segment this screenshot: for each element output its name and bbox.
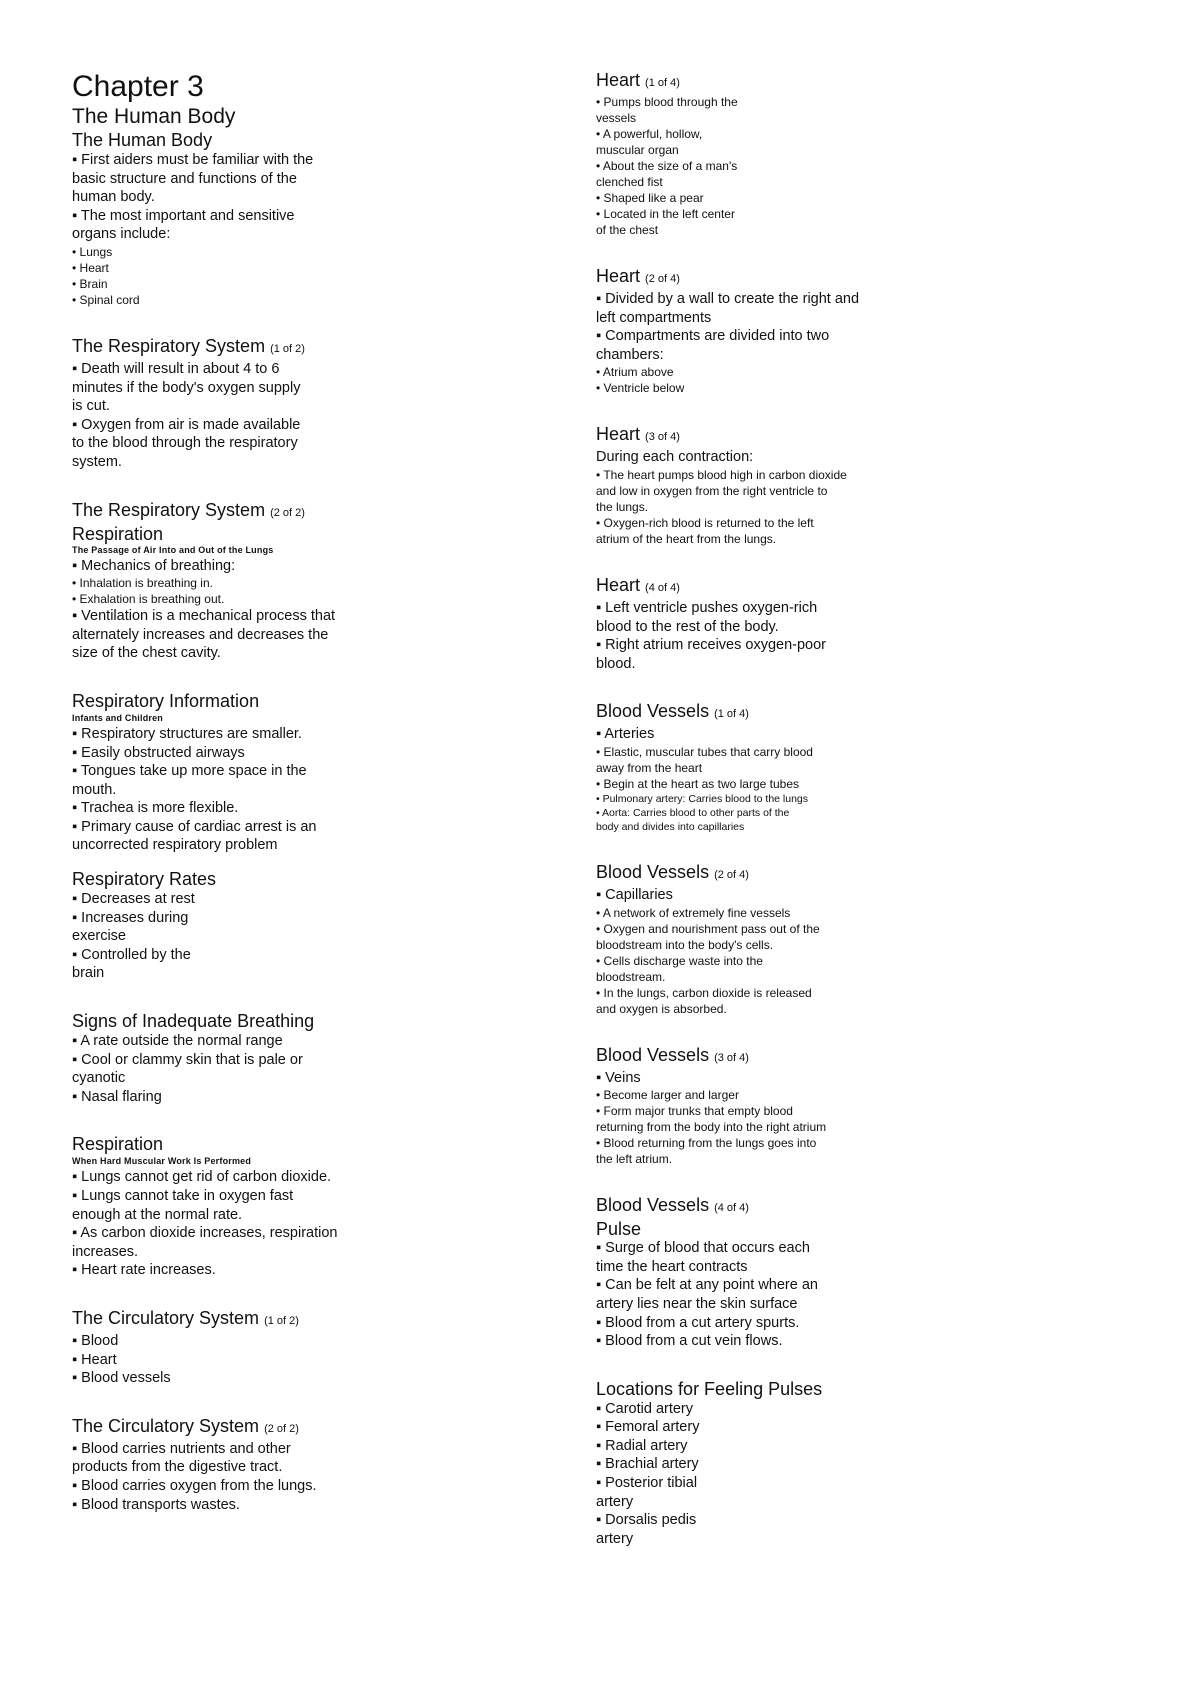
bullet-line: ▪ Respiratory structures are smaller. xyxy=(72,725,302,742)
bullet-line: the left atrium. xyxy=(596,1152,673,1167)
section xyxy=(596,1195,1136,1351)
section xyxy=(596,424,1136,547)
chapter-title: Chapter 3 xyxy=(72,70,204,103)
bullet-line: increases. xyxy=(72,1243,139,1260)
bullet-line: ▪ Dorsalis pedis xyxy=(596,1512,697,1529)
section-title xyxy=(72,130,542,151)
bullet-line: ▪ Blood vessels xyxy=(72,1370,171,1387)
section xyxy=(72,336,542,472)
bullet-line: • Shaped like a pear xyxy=(596,191,704,205)
bullet-line: ▪ Divided by a wall to create the right and xyxy=(596,291,860,307)
bullet-line: ▪ Radial artery xyxy=(596,1437,688,1454)
section-title-text: Blood Vessels xyxy=(596,1044,715,1065)
bullet-line: • In the lungs, carbon dioxide is released xyxy=(596,985,812,1000)
bullet-line: blood. xyxy=(596,655,636,672)
bullet-line: ▪ Capillaries xyxy=(596,886,673,903)
bullet-line: ▪ Ventilation is a mechanical process that xyxy=(72,608,336,625)
section-title xyxy=(596,1379,1136,1400)
bullet-line: ▪ First aiders must be familiar with the xyxy=(72,152,314,168)
bullet-line: ▪ Compartments are divided into two xyxy=(596,328,830,345)
bullet-line: system. xyxy=(72,453,122,470)
bullet-line: mouth. xyxy=(72,781,117,798)
bullet-line: ▪ Oxygen from air is made available xyxy=(72,416,301,433)
bullet-line: left compartments xyxy=(596,309,712,326)
bullet-line: basic structure and functions of the xyxy=(72,170,297,187)
section-title xyxy=(596,575,1136,599)
bullet-line: ▪ A rate outside the normal range xyxy=(72,1033,283,1050)
section-intro: During each contraction: xyxy=(596,449,754,466)
section-title xyxy=(72,1416,542,1440)
bullet-line: ▪ Posterior tibial xyxy=(596,1475,698,1492)
bullet-line: • The heart pumps blood high in carbon dioxide xyxy=(596,467,847,482)
bullet-line: ▪ Decreases at rest xyxy=(72,891,195,908)
section-title-text: Respiratory Information xyxy=(72,690,260,711)
bullet-line: ▪ Can be felt at any point where an xyxy=(596,1277,818,1294)
bullet-line: ▪ The most important and sensitive xyxy=(72,207,295,224)
section-part: (1 of 4) xyxy=(714,708,749,721)
section xyxy=(72,1011,542,1106)
section-title-text: Locations for Feeling Pulses xyxy=(596,1378,823,1399)
bullet-line: away from the heart xyxy=(596,760,703,775)
section-part: (1 of 2) xyxy=(264,1314,299,1327)
section-title xyxy=(596,424,1136,448)
bullet-line: ▪ Blood from a cut vein flows. xyxy=(596,1333,783,1350)
bullet-line: • Aorta: Carries blood to other parts of the xyxy=(596,806,790,819)
bullet-line: enough at the normal rate. xyxy=(72,1206,243,1223)
bullet-line: ▪ Trachea is more flexible. xyxy=(72,800,239,817)
section-title-text: Heart xyxy=(596,424,646,445)
bullet-line: is cut. xyxy=(72,398,110,415)
bullet-line: ▪ Brachial artery xyxy=(596,1456,699,1473)
section-title-text: Respiratory Rates xyxy=(72,869,217,890)
section-title xyxy=(72,1011,542,1032)
section-title xyxy=(72,1134,542,1155)
bullet-line: body and divides into capillaries xyxy=(596,820,745,833)
bullet-line: the lungs. xyxy=(596,499,649,514)
bullet-line: ▪ Femoral artery xyxy=(596,1419,700,1436)
section-title-text: Blood Vessels xyxy=(596,701,715,722)
section-title xyxy=(72,500,542,524)
bullet-line: bloodstream. xyxy=(596,969,666,984)
bullet-line: bloodstream into the body's cells. xyxy=(596,937,774,952)
section-title-text: Heart xyxy=(596,266,646,286)
bullet-line: artery xyxy=(596,1530,634,1547)
section-part: (2 of 2) xyxy=(264,1422,299,1435)
section-part: (3 of 4) xyxy=(714,1051,749,1064)
section-title xyxy=(72,869,542,890)
bullet-line: • Blood returning from the lungs goes into xyxy=(596,1136,817,1151)
bullet-line: ▪ Blood carries oxygen from the lungs. xyxy=(72,1477,317,1494)
right-sections xyxy=(596,70,1136,1548)
bullet-line: time the heart contracts xyxy=(596,1258,748,1275)
section-part: (2 of 4) xyxy=(645,273,680,285)
bullet-line: chambers: xyxy=(596,346,664,363)
bullet-line: ▪ Right atrium receives oxygen-poor xyxy=(596,637,826,654)
left-column xyxy=(72,70,542,1514)
bullet-line: human body. xyxy=(72,189,155,206)
bullet-line: exercise xyxy=(72,928,126,945)
right-column xyxy=(596,70,1136,1548)
bullet-line: ▪ Increases during xyxy=(72,909,189,926)
section-part: (4 of 4) xyxy=(645,581,680,594)
bullet-line: of the chest xyxy=(596,223,659,237)
bullet-line: atrium of the heart from the lungs. xyxy=(596,531,777,546)
section-title xyxy=(72,691,542,712)
bullet-line: • Located in the left center xyxy=(596,207,735,221)
section-part: (2 of 2) xyxy=(270,506,305,519)
section xyxy=(72,1308,542,1388)
bullet-line: • Begin at the heart as two large tubes xyxy=(596,776,799,791)
section-title-text: Respiration xyxy=(72,1134,164,1155)
section-part: (1 of 4) xyxy=(645,77,680,89)
bullet-line: ▪ Easily obstructed airways xyxy=(72,744,245,761)
section-caption: When Hard Muscular Work Is Performed xyxy=(72,1156,252,1167)
section-part: (2 of 4) xyxy=(714,868,749,881)
bullet-line: • Pumps blood through the xyxy=(596,95,738,109)
section xyxy=(596,1045,1136,1168)
bullet-line: artery lies near the skin surface xyxy=(596,1295,798,1312)
section xyxy=(72,869,542,983)
section-title xyxy=(596,70,1136,94)
bullet-line: • Oxygen-rich blood is returned to the left xyxy=(596,515,814,530)
bullet-line: ▪ Death will result in about 4 to 6 xyxy=(72,360,280,377)
bullet-line: ▪ As carbon dioxide increases, respiration xyxy=(72,1225,338,1242)
section-title-text: The Respiratory System xyxy=(72,499,271,520)
section-title xyxy=(596,1045,1136,1069)
bullet-line: ▪ Arteries xyxy=(596,726,655,743)
section-title-text: Heart xyxy=(596,70,646,90)
section-title xyxy=(72,1308,542,1332)
section-title-text: The Human Body xyxy=(72,130,213,150)
bullet-line: ▪ Heart xyxy=(72,1351,117,1368)
bullet-line: • Lungs xyxy=(72,244,113,259)
bullet-line: organs include: xyxy=(72,226,171,243)
bullet-line: cyanotic xyxy=(72,1070,126,1087)
bullet-line: alternately increases and decreases the xyxy=(72,626,329,643)
section-title-text: The Respiratory System xyxy=(72,335,271,356)
section xyxy=(596,862,1136,1017)
bullet-line: • About the size of a man's xyxy=(596,159,738,173)
section-subtitle: Pulse xyxy=(596,1219,642,1240)
bullet-line: clenched fist xyxy=(596,175,663,189)
section-part: (4 of 4) xyxy=(714,1202,749,1215)
bullet-line: ▪ Lungs cannot get rid of carbon dioxide. xyxy=(72,1169,332,1186)
bullet-line: size of the chest cavity. xyxy=(72,645,221,662)
bullet-line: blood to the rest of the body. xyxy=(596,618,779,635)
section xyxy=(596,70,1136,238)
bullet-line: minutes if the body's oxygen supply xyxy=(72,379,301,396)
bullet-line: ▪ Heart rate increases. xyxy=(72,1262,216,1279)
bullet-line: ▪ Mechanics of breathing: xyxy=(72,557,236,574)
bullet-line: • Inhalation is breathing in. xyxy=(72,576,213,591)
section xyxy=(72,691,542,855)
bullet-line: brain xyxy=(72,965,105,982)
bullet-line: and low in oxygen from the right ventricle to xyxy=(596,483,828,498)
bullet-line: ▪ Controlled by the xyxy=(72,946,191,963)
section xyxy=(596,575,1136,673)
section-title-text: Blood Vessels xyxy=(596,861,715,882)
section xyxy=(72,500,542,663)
section-title xyxy=(596,266,1136,290)
bullet-line: ▪ Lungs cannot take in oxygen fast xyxy=(72,1188,294,1204)
bullet-line: ▪ Carotid artery xyxy=(596,1400,694,1417)
section-part: (1 of 2) xyxy=(270,342,305,355)
section-part: (3 of 4) xyxy=(645,431,680,444)
section-title xyxy=(596,862,1136,886)
section-title-text: Heart xyxy=(596,574,646,595)
bullet-line: ▪ Blood from a cut artery spurts. xyxy=(596,1314,800,1331)
bullet-line: products from the digestive tract. xyxy=(72,1459,283,1476)
bullet-line: • Cells discharge waste into the xyxy=(596,953,763,968)
bullet-line: ▪ Cool or clammy skin that is pale or xyxy=(72,1051,303,1068)
bullet-line: • Brain xyxy=(72,276,108,291)
bullet-line: ▪ Blood carries nutrients and other xyxy=(72,1440,291,1457)
bullet-line: ▪ Blood xyxy=(72,1332,119,1349)
bullet-line: ▪ Tongues take up more space in the xyxy=(72,763,307,780)
bullet-line: artery xyxy=(596,1493,634,1510)
bullet-line: • Form major trunks that empty blood xyxy=(596,1104,793,1119)
bullet-line: ▪ Blood transports wastes. xyxy=(72,1496,240,1513)
section-caption: Infants and Children xyxy=(72,712,164,723)
section-title-text: The Circulatory System xyxy=(72,1307,265,1328)
section-title xyxy=(596,1195,1136,1219)
bullet-line: ▪ Nasal flaring xyxy=(72,1088,162,1105)
bullet-line: • Oxygen and nourishment pass out of the xyxy=(596,921,820,936)
bullet-line: ▪ Left ventricle pushes oxygen-rich xyxy=(596,599,818,616)
bullet-line: • Pulmonary artery: Carries blood to the lungs xyxy=(596,792,809,805)
bullet-line: • Ventricle below xyxy=(596,381,685,396)
bullet-line: • Atrium above xyxy=(596,365,674,380)
bullet-line: • Spinal cord xyxy=(72,292,140,307)
bullet-line: • A powerful, hollow, xyxy=(596,127,703,141)
section xyxy=(72,130,542,308)
document-subtitle: The Human Body xyxy=(72,105,236,128)
bullet-line: • A network of extremely fine vessels xyxy=(596,905,791,920)
bullet-line: ▪ Veins xyxy=(596,1069,641,1086)
bullet-line: returning from the body into the right atrium xyxy=(596,1120,827,1135)
bullet-line: • Become larger and larger xyxy=(596,1088,739,1103)
section xyxy=(596,701,1136,834)
bullet-line: to the blood through the respiratory xyxy=(72,435,298,452)
section xyxy=(596,266,1136,396)
bullet-line: • Heart xyxy=(72,260,109,275)
bullet-line: and oxygen is absorbed. xyxy=(596,1001,727,1016)
section-title-text: Signs of Inadequate Breathing xyxy=(72,1011,315,1032)
section-caption: The Passage of Air Into and Out of the Lungs xyxy=(72,544,274,555)
section-title-text: The Circulatory System xyxy=(72,1415,265,1436)
left-sections xyxy=(72,130,542,1514)
bullet-line: • Elastic, muscular tubes that carry blood xyxy=(596,744,813,759)
section xyxy=(72,1134,542,1280)
bullet-line: muscular organ xyxy=(596,143,679,157)
section-title xyxy=(596,701,1136,725)
section-title-text: Blood Vessels xyxy=(596,1195,715,1216)
bullet-line: ▪ Surge of blood that occurs each xyxy=(596,1240,810,1257)
section xyxy=(72,1416,542,1514)
section-subtitle: Respiration xyxy=(72,523,164,544)
bullet-line: uncorrected respiratory problem xyxy=(72,837,278,854)
bullet-line: • Exhalation is breathing out. xyxy=(72,592,225,607)
bullet-line: ▪ Primary cause of cardiac arrest is an xyxy=(72,818,317,835)
section xyxy=(596,1379,1136,1549)
bullet-line: vessels xyxy=(596,111,637,125)
section-title xyxy=(72,336,542,360)
